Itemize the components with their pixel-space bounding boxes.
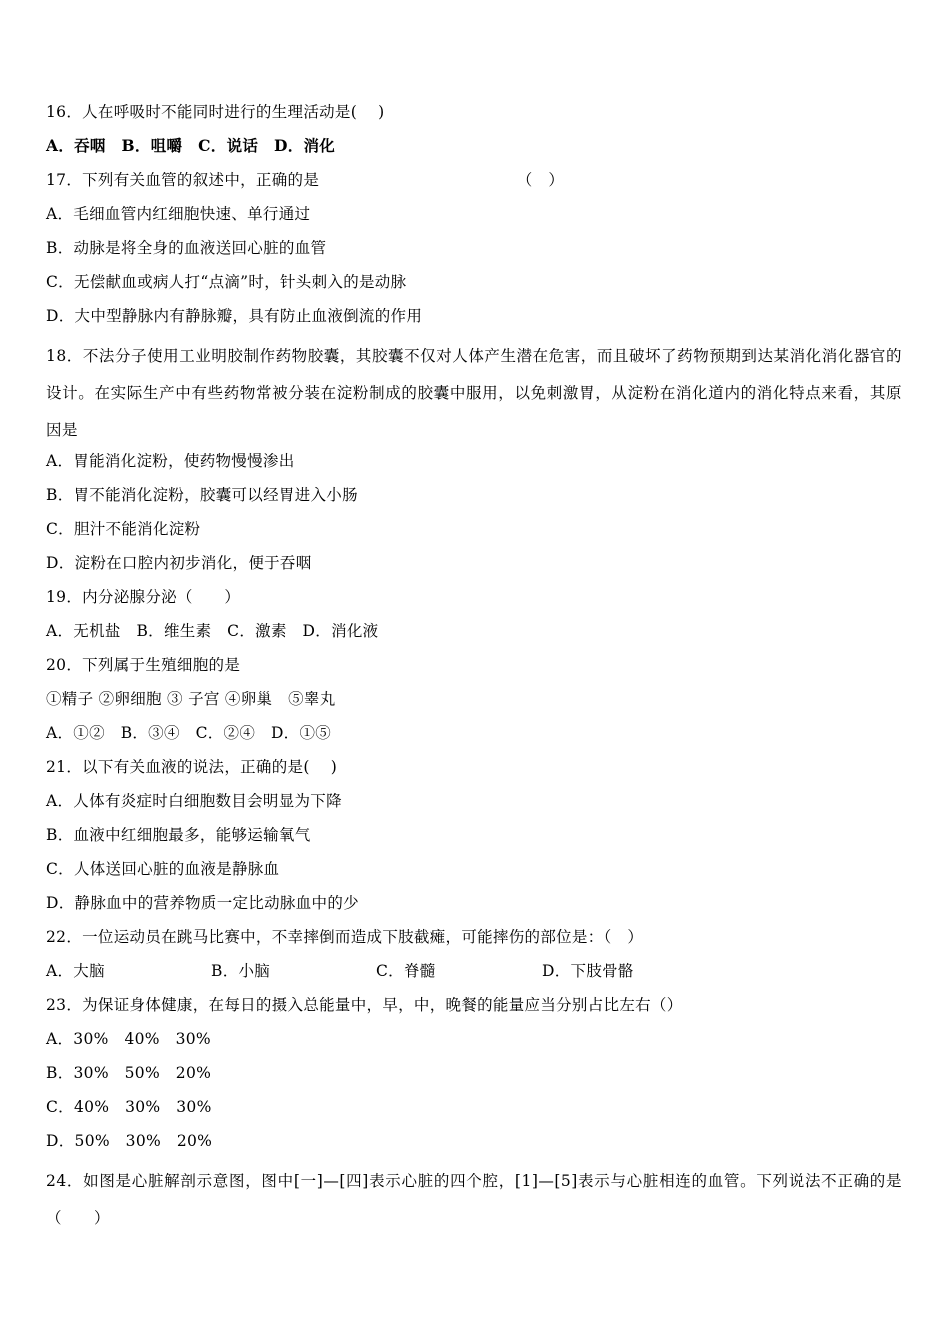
question-list (46, 100, 902, 1233)
q19-options: A．无机盐 B．维生素 C．激素 D．消化液 (46, 622, 379, 640)
q21-option-c: C．人体送回心脏的血液是静脉血 (46, 860, 280, 878)
q17-stem: 17．下列有关血管的叙述中，正确的是 （ ） (46, 171, 565, 189)
q17-option-d: D．大中型静脉内有静脉瓣，具有防止血液倒流的作用 (46, 307, 423, 325)
q20-items: ①精子 ②卵细胞 ③ 子宫 ④卵巢 ⑤睾丸 (46, 690, 336, 708)
q18-option-b: B．胃不能消化淀粉，胶囊可以经胃进入小肠 (46, 486, 358, 504)
q16-stem: 16．人在呼吸时不能同时进行的生理活动是( ) (46, 103, 385, 121)
q17-option-b: B．动脉是将全身的血液送回心脏的血管 (46, 239, 327, 257)
q22-option-d: D．下肢骨骼 (542, 962, 634, 980)
q16-options: A．吞咽 B．咀嚼 C．说话 D．消化 (46, 136, 336, 155)
q23-option-b: B．30% 50% 20% (46, 1064, 212, 1082)
q23-option-a: A．30% 40% 30% (46, 1030, 211, 1048)
q22-options (46, 959, 902, 993)
q22-option-b: B．小脑 (211, 962, 271, 980)
q18-option-a: A．胃能消化淀粉，使药物慢慢渗出 (46, 452, 295, 470)
q21-stem: 21．以下有关血液的说法，正确的是( ) (46, 758, 338, 776)
q18-option-d: D．淀粉在口腔内初步消化，便于吞咽 (46, 554, 312, 572)
q24-stem: 24．如图是心脏解剖示意图，图中[一]—[四]表示心脏的四个腔，[1]—[5]表示与心脏相连的血管。下列说法不正确的是（ ） (46, 1172, 902, 1227)
q21-option-b: B．血液中红细胞最多，能够运输氧气 (46, 826, 311, 844)
q21-option-d: D．静脉血中的营养物质一定比动脉血中的少 (46, 894, 359, 912)
q20-stem: 20．下列属于生殖细胞的是 (46, 656, 241, 674)
q18-option-c: C．胆汁不能消化淀粉 (46, 520, 201, 538)
q22-option-a: A．大脑 (46, 962, 105, 980)
q19-stem: 19．内分泌腺分泌（ ） (46, 588, 241, 606)
q23-option-d: D．50% 30% 20% (46, 1132, 213, 1150)
q23-stem: 23．为保证身体健康，在每日的摄入总能量中，早，中，晚餐的能量应当分别占比左右（） (46, 996, 683, 1014)
q22-stem: 22．一位运动员在跳马比赛中，不幸摔倒而造成下肢截瘫，可能摔伤的部位是：（ ） (46, 928, 644, 946)
q17-option-a: A．毛细血管内红细胞快速、单行通过 (46, 205, 311, 223)
q20-options: A．①② B．③④ C．②④ D．①⑤ (46, 724, 332, 742)
q23-option-c: C．40% 30% 30% (46, 1098, 212, 1116)
q21-option-a: A．人体有炎症时白细胞数目会明显为下降 (46, 792, 342, 810)
q18-stem: 18．不法分子使用工业明胶制作药物胶囊，其胶囊不仅对人体产生潜在危害，而且破坏了药物预期到达某消化消化器官的设计。在实际生产中有些药物常被分装在淀粉制成的胶囊中服用，以免刺激胃，从淀粉在消化道内的消化特点来看，其原因是 (46, 347, 902, 439)
q17-option-c: C．无偿献血或病人打“点滴”时，针头刺入的是动脉 (46, 273, 407, 291)
q22-option-c: C．脊髓 (376, 962, 436, 980)
